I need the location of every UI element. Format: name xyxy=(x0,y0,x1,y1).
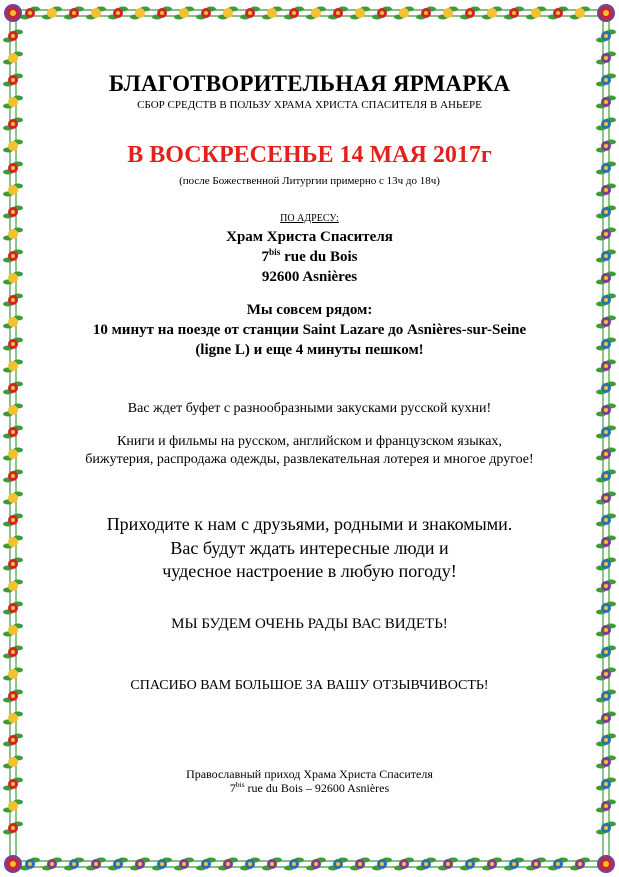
nearby-directions-cont: (ligne L) и еще 4 минуты пешком! xyxy=(195,342,424,358)
nearby-directions: 10 минут на поезде от станции Saint Lazare до Asnières-sur-Seine xyxy=(92,322,527,338)
books-text-line2: бижутерия, распродажа одежды, развлекательная лотерея и многое другое! xyxy=(85,452,534,467)
buffet-text: Вас ждет буфет с разнообразными закусками русской кухни! xyxy=(127,401,492,416)
footer-parish: Православный приход Храма Христа Спасителя xyxy=(186,767,433,781)
address-street-name: rue du Bois xyxy=(280,249,358,265)
glad-text: МЫ БУДЕМ ОЧЕНЬ РАДЫ ВАС ВИДЕТЬ! xyxy=(171,616,448,632)
address-label: ПО АДРЕСУ: xyxy=(280,213,339,224)
address-city: 92600 Asnières xyxy=(261,269,358,285)
invite-line3: чудесное настроение в любую погоду! xyxy=(162,561,457,581)
footer-street-suffix: bis xyxy=(235,780,245,789)
address-street-number: 7 xyxy=(261,249,269,265)
footer-address xyxy=(40,781,579,796)
page-subtitle: СБОР СРЕДСТВ В ПОЛЬЗУ ХРАМА ХРИСТА СПАСИТЕЛЯ В АНЬЕРЕ xyxy=(137,99,482,111)
thanks-text: СПАСИБО ВАМ БОЛЬШОЕ ЗА ВАШУ ОТЗЫВЧИВОСТЬ! xyxy=(130,678,489,693)
event-date: В ВОСКРЕСЕНЬЕ 14 МАЯ 2017г xyxy=(127,142,492,168)
address-church: Храм Христа Спасителя xyxy=(226,229,393,245)
page-title: БЛАГОТВОРИТЕЛЬНАЯ ЯРМАРКА xyxy=(108,71,511,96)
address-street xyxy=(40,249,579,266)
nearby-heading: Мы совсем рядом: xyxy=(246,302,373,318)
invite-line1: Приходите к нам с друзьями, родными и знакомыми. xyxy=(106,514,513,534)
footer-street-number: 7 xyxy=(229,781,236,795)
address-street-suffix: bis xyxy=(269,248,281,258)
books-text-line1: Книги и фильмы на русском, английском и французском языках, xyxy=(117,434,502,449)
invite-line2: Вас будут ждать интересные люди и xyxy=(170,538,449,558)
event-time-note: (после Божественной Литургии примерно с 13ч до 18ч) xyxy=(179,175,440,187)
footer-street-rest: rue du Bois – 92600 Asnières xyxy=(244,781,390,795)
